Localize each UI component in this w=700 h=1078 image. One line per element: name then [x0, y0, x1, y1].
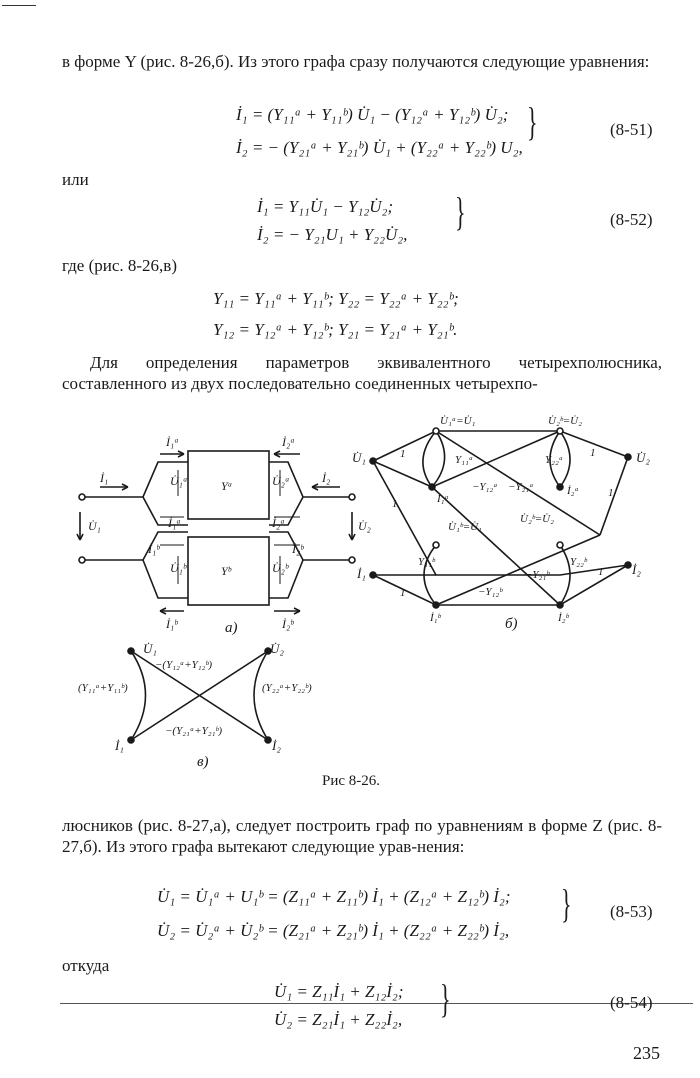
node-u1 [370, 458, 376, 464]
label-subfig-c: в) [197, 754, 209, 770]
label-b-u1a: U̇₁ᵃ=U̇₁ [440, 415, 476, 427]
figure-c-labels [78, 641, 312, 770]
eq-8-54-line1: U̇₁ = Z₁₁İ₁ + Z₁₂İ₂; [274, 982, 404, 1001]
label-b-y21a: −Y₂₁ᵃ [508, 481, 534, 493]
label-b-i2: İ₂ [632, 562, 641, 577]
word-whence: откуда [62, 956, 110, 975]
figure-8-26 [0, 410, 700, 780]
paragraph-1-text: в форме Y (рис. 8-26,б). Из этого графа сразу получаются следующие уравнения: [62, 52, 650, 71]
node-c-i2 [265, 737, 271, 743]
label-b-one-4: 1 [608, 487, 614, 499]
node-i2 [625, 562, 631, 568]
eq-8-53-line2: U̇₂ = U̇₂ᵃ + U̇₂ᵇ = (Z₂₁ᵃ + Z₂₁ᵇ) İ₁ + (Z₂₂ᵃ + Z₂₂ᵇ) İ₂, [157, 921, 510, 940]
label-c-y11: (Y₁₁ᵃ+Y₁₁ᵇ) [78, 682, 128, 694]
page-number: 235 [633, 1043, 660, 1063]
label-i1: İ₁ [100, 471, 109, 485]
label-i1a-inner: İ₁ᵃ [168, 516, 181, 530]
eqnum-8-52: (8-52) [610, 210, 653, 229]
label-c-y22: (Y₂₂ᵃ+Y₂₂ᵇ) [262, 682, 312, 694]
label-c-u2: U̇₂ [270, 641, 284, 656]
label-b-u2b: U̇₂ᵇ=U̇₂ [520, 513, 554, 525]
label-c-i2: İ₂ [272, 738, 281, 753]
label-b-i1: İ₁ [357, 566, 366, 581]
label-ya: Yᵃ [221, 479, 233, 493]
figure-a-circuit [77, 451, 355, 614]
eq-8-52-line1: İ₁ = Y₁₁U̇₁ − Y₁₂U̇₂; [257, 197, 394, 216]
eq-8-51-line2: İ₂ = − (Y₂₁ᵃ + Y₂₁ᵇ) U̇₁ + (Y₂₂ᵃ + Y₂₂ᵇ) U₂, [236, 138, 523, 157]
eqnum-8-54: (8-54) [610, 993, 653, 1012]
label-b-i2a: İ₂ᵃ [567, 485, 579, 497]
eq-8-52-line2: İ₂ = − Y₂₁U₁ + Y₂₂U̇₂, [257, 225, 408, 244]
eq-8-51-line1: İ₁ = (Y₁₁ᵃ + Y₁₁ᵇ) U̇₁ − (Y₁₂ᵃ + Y₁₂ᵇ) U̇₂; [236, 105, 509, 124]
label-b-u1: U̇₁ [352, 450, 366, 465]
label-b-y12b: −Y₁₂ᵇ [478, 586, 503, 598]
label-b-y22b: Y₂₂ᵇ [570, 556, 587, 568]
paragraph-3 [62, 815, 662, 857]
node-i1b [433, 602, 439, 608]
node-c-i1 [128, 737, 134, 743]
label-b-one-5: 1 [400, 587, 406, 599]
label-b-u2: U̇₂ [636, 450, 650, 465]
node-u2b [557, 542, 563, 548]
label-b-u1b: U̇₁ᵇ=U̇₁ [448, 521, 482, 533]
label-b-y12a: −Y₁₂ᵃ [472, 481, 498, 493]
node-u2 [625, 454, 631, 460]
eq-8-53-line1: U̇₁ = U̇₁ᵃ + U₁ᵇ = (Z₁₁ᵃ + Z₁₁ᵇ) İ₁ + (Z₁₂ᵃ + Z₁₂ᵇ) İ₂; [157, 887, 511, 906]
horizontal-rule [60, 1003, 693, 1004]
label-b-i1a: İ₁ᵃ [437, 493, 449, 505]
label-i1a: İ₁ᵃ [166, 435, 179, 449]
figure-b-labels [352, 415, 650, 632]
label-i2a: İ₂ᵃ [282, 435, 295, 449]
brace-8-53: } [561, 881, 572, 926]
node-u1a [433, 428, 439, 434]
label-subfig-a: а) [225, 620, 238, 636]
eq-8-54-line2: U̇₂ = Z₂₁İ₁ + Z₂₂İ₂, [274, 1010, 403, 1029]
label-c-y21: −(Y₂₁ᵃ+Y₂₁ᵇ) [165, 725, 223, 737]
label-i2a-inner: İ₂ᵃ [272, 516, 285, 530]
where-text: где (рис. 8-26,в) [62, 256, 177, 275]
label-b-i2b: İ₂ᵇ [558, 612, 569, 624]
figure-a-labels [88, 435, 371, 636]
label-c-y12: −(Y₁₂ᵃ+Y₁₂ᵇ) [155, 659, 213, 671]
figure-caption: Рис 8-26. [322, 773, 381, 789]
label-b-u2a: U̇₂ᵇ=U̇₂ [548, 415, 582, 427]
label-i1b-inner: İ₁ᵇ [148, 542, 160, 556]
node-i2b [557, 602, 563, 608]
label-b-one-6: 1 [598, 566, 604, 578]
label-b-y22a: Y₂₂ᵃ [545, 454, 564, 466]
label-b-one-2: 1 [590, 447, 596, 459]
label-u1b: U̇₁ᵇ [170, 561, 187, 575]
label-u1a: U̇₁ᵃ [170, 474, 188, 488]
label-i2b-inner: İ₂ᵇ [292, 542, 304, 556]
corner-mark [2, 5, 36, 6]
label-u2b: U̇₂ᵇ [272, 561, 289, 575]
node-u1b [433, 542, 439, 548]
paragraph-3-text: люсников (рис. 8-27,а), следует построить граф по уравнениям в форме Z (рис. 8-27,б). Из этого графа вытекают следующие урав-нения: [62, 816, 662, 856]
node-u2a [557, 428, 563, 434]
label-subfig-b: б) [505, 616, 518, 632]
brace-8-51: } [527, 99, 538, 144]
label-b-one-3: 1 [392, 498, 398, 510]
paragraph-2-text: Для определения параметров эквивалентного четырехполюсника, составленного из двух последовательно соединенных четырехпо- [62, 353, 662, 393]
label-i2: İ₂ [322, 471, 331, 485]
paragraph-2 [62, 352, 662, 394]
label-i1b: İ₁ᵇ [166, 617, 178, 631]
eqnum-8-53: (8-53) [610, 902, 653, 921]
eq-y-line2: Y₁₂ = Y₁₂ᵃ + Y₁₂ᵇ; Y₂₁ = Y₂₁ᵃ + Y₂₁ᵇ. [213, 320, 458, 339]
label-u2: U̇₂ [358, 519, 371, 533]
label-b-one-1: 1 [400, 448, 406, 460]
label-b-y21b: −Y₂₁ᵇ [525, 569, 550, 581]
paragraph-1 [62, 51, 662, 72]
label-c-u1: U̇₁ [143, 641, 157, 656]
label-b-y11a: Y₁₁ᵃ [455, 454, 474, 466]
label-i2b: İ₂ᵇ [282, 617, 294, 631]
word-or: или [62, 170, 89, 189]
node-i1a [429, 484, 435, 490]
node-c-u1 [128, 648, 134, 654]
node-i2a [557, 484, 563, 490]
label-b-i1b: İ₁ᵇ [430, 612, 441, 624]
node-i1 [370, 572, 376, 578]
eqnum-8-51: (8-51) [610, 120, 653, 139]
brace-8-52: } [455, 189, 466, 234]
label-u2a: U̇₂ᵃ [272, 474, 290, 488]
label-c-i1: İ₁ [115, 738, 124, 753]
label-u1: U̇₁ [88, 519, 101, 533]
label-b-y11b: Y₁₁ᵇ [418, 556, 435, 568]
brace-8-54: } [440, 976, 451, 1021]
eq-y-line1: Y₁₁ = Y₁₁ᵃ + Y₁₁ᵇ; Y₂₂ = Y₂₂ᵃ + Y₂₂ᵇ; [213, 289, 459, 308]
label-yb: Yᵇ [221, 564, 231, 578]
